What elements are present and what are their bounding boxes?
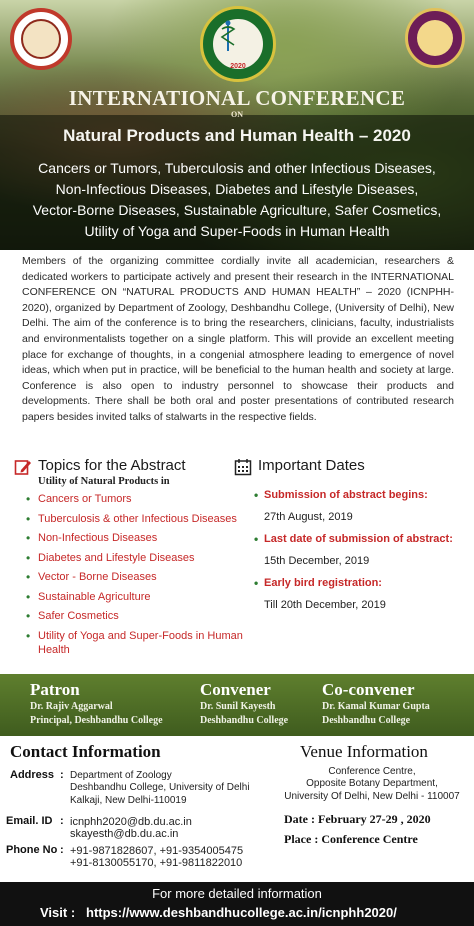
address-colon: : — [60, 769, 64, 781]
conference-title: INTERNATIONAL CONFERENCE — [68, 86, 406, 110]
theme-line: Vector-Borne Diseases, Sustainable Agriculture, Safer Cosmetics, — [32, 202, 442, 218]
patron-block — [30, 680, 163, 728]
co-convener-block — [322, 680, 430, 728]
topic-item: • Sustainable Agriculture — [24, 590, 264, 604]
calendar-icon — [234, 458, 252, 476]
address-label: Address — [10, 769, 55, 781]
committee-band — [0, 674, 474, 736]
footer-visit-label: Visit : — [40, 905, 76, 920]
theme-line: Utility of Yoga and Super-Foods in Human Health — [84, 223, 390, 239]
date-label: • Early bird registration: — [252, 576, 470, 590]
convener-name: Dr. Sunil Kayesth — [200, 701, 276, 712]
topic-item: • Vector - Borne Diseases — [24, 570, 264, 584]
contact-title: Contact Information — [10, 742, 161, 761]
invitation-paragraph: Members of the organizing committee cordially invite all academician, researchers & dedicated workers to participate actively and present their research in the INTERNATIONAL CONFERENCE ON “NATURAL PRODUCTS AND HUMAN HEALTH” – 2020 (ICNPHH-2020), organized by Department of Zoology, Deshbandhu College, (University of Delhi), New Delhi. The aim of the conference is to bring the researchers, clinicians, faculty, industrialists and environmentalists together on a single platform. This will provide an excellent meeting place for exchange of thoughts, in a congenial atmosphere leading to emergence of novel ideas, which when put in practice, will be beneficial to the human health and society at large. Conference is also open to industry personnel to showcase their products and developments. There shall be both oral and poster presentations of contributed research papers besides invited talks of stalwarts in the respective fields. — [22, 255, 454, 423]
patron-detail: Principal, Deshbandhu College — [30, 715, 163, 726]
email-lines — [70, 816, 192, 841]
deshbandhu-college-logo — [10, 8, 72, 70]
topics-list — [24, 492, 264, 662]
email-link[interactable]: skayesth@db.du.ac.in — [70, 828, 179, 841]
co-convener-role: Co-convener — [322, 680, 415, 699]
convener-detail: Deshbandhu College — [200, 715, 289, 726]
venue-address — [270, 766, 474, 803]
address-line: Deshbandhu College, University of Delhi — [70, 782, 250, 794]
topics-title: Topics for the Abstract — [38, 457, 186, 474]
header-banner — [0, 0, 474, 250]
venue-line: Conference Centre, — [328, 766, 416, 777]
patron-name: Dr. Rajiv Aggarwal — [30, 701, 113, 712]
date-value: 27th August, 2019 — [264, 511, 353, 523]
topic-item: • Non-Infectious Diseases — [24, 531, 264, 545]
co-convener-name: Dr. Kamal Kumar Gupta — [322, 701, 430, 712]
important-dates-list — [252, 488, 470, 620]
college-emblem-icon — [21, 19, 61, 59]
topic-item: • Cancers or Tumors — [24, 492, 264, 506]
address-line: Kalkaji, New Delhi-110019 — [70, 794, 187, 806]
phone-label: Phone No — [6, 844, 58, 856]
logo-year: 2020 — [230, 63, 246, 70]
footer-info-text: For more detailed information — [152, 886, 322, 901]
important-dates-title: Important Dates — [258, 457, 365, 474]
phone-lines — [70, 845, 243, 870]
footer — [0, 882, 474, 926]
conference-logo — [200, 6, 276, 82]
venue-line: University Of Delhi, New Delhi - 110007 — [284, 790, 460, 802]
convener-block — [200, 680, 288, 728]
date-value: Till 20th December, 2019 — [264, 599, 386, 611]
co-convener-detail: Deshbandhu College — [322, 715, 411, 726]
email-colon: : — [60, 815, 64, 827]
venue-title: Venue Information — [300, 742, 428, 761]
phone-numbers: +91-9871828607, +91-9354005475 — [70, 845, 244, 857]
topic-item: • Utility of Yoga and Super-Foods in Human Health — [24, 629, 264, 657]
university-of-delhi-logo — [405, 8, 465, 68]
theme-line: Non-Infectious Diseases, Diabetes and Lifestyle Diseases, — [55, 181, 419, 197]
topic-item: • Tuberculosis & other Infectious Diseases — [24, 512, 264, 526]
convener-role: Convener — [200, 680, 271, 699]
date-label: • Submission of abstract begins: — [252, 488, 470, 502]
edit-icon — [14, 458, 32, 476]
conference-on: ON — [231, 110, 243, 119]
theme-line: Cancers or Tumors, Tuberculosis and other Infectious Diseases, — [38, 160, 436, 176]
patron-role: Patron — [30, 680, 80, 699]
phone-numbers: +91-8130055170, +91-9811822010 — [70, 857, 243, 870]
conference-subtitle: Natural Products and Human Health – 2020 — [63, 126, 411, 145]
topic-item: • Safer Cosmetics — [24, 609, 264, 623]
email-label: Email. ID — [6, 815, 53, 827]
caduceus-symbol-icon — [213, 19, 243, 53]
date-label: • Last date of submission of abstract: — [252, 532, 470, 546]
phone-colon: : — [60, 844, 64, 856]
conference-themes — [0, 158, 474, 242]
address-lines — [70, 770, 250, 807]
topics-subtitle: Utility of Natural Products in — [38, 476, 170, 487]
venue-place: Place : Conference Centre — [284, 832, 418, 846]
email-link[interactable]: icnphh2020@db.du.ac.in — [70, 816, 192, 828]
website-link[interactable]: https://www.deshbandhucollege.ac.in/icnphh2020/ — [86, 905, 397, 920]
elephant-emblem-icon — [417, 20, 453, 56]
date-value: 15th December, 2019 — [264, 555, 370, 567]
venue-line: Opposite Botany Department, — [306, 778, 438, 790]
topic-item: • Diabetes and Lifestyle Diseases — [24, 551, 264, 565]
venue-date: Date : February 27-29 , 2020 — [284, 812, 431, 826]
address-line: Department of Zoology — [70, 770, 172, 781]
